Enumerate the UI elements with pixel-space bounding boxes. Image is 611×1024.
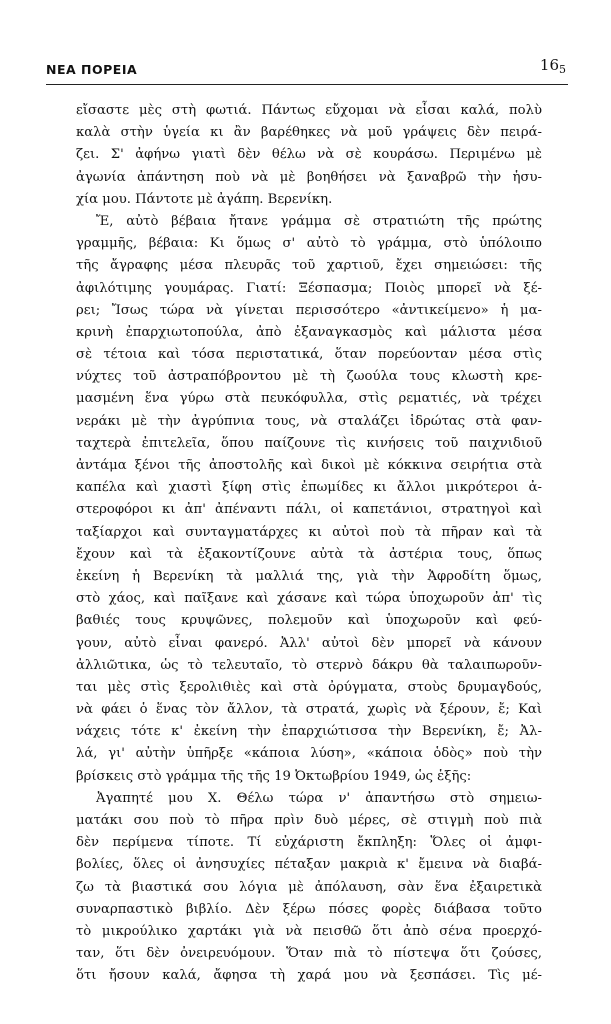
text-line: ζω τὰ βιαστικά σου λόγια μὲ ἀπόλαυση, σὰν ἕνα ἐξαιρετικὰ [76, 879, 542, 895]
text-line: νὰ φάει ὁ ἕνας τὸν ἄλλον, τὰ στρατά, χωρὶς νὰ ξέρουν, ἔ; Καὶ [76, 702, 542, 718]
paragraph [76, 211, 542, 788]
text-line: ταξίαρχοι καὶ συνταγματάρχες κι αὐτοὶ ποὺ τὰ πῆραν καὶ τὰ [76, 524, 542, 540]
text-line: ἔχουν καὶ τὰ ἐξακοντίζουνε αὐτὰ τὰ ἀστέρια τους, ὅπως [76, 546, 542, 562]
text-line: ταν, ὅτι δὲν ὀνειρευόμουν. Ὅταν πιὰ τὸ πίστεψα ὅτι ζούσες, [76, 946, 542, 962]
text-line: καπέλα καὶ χιαστὶ ξίφη στὶς ἐπωμίδες κι ἄλλοι μικρότεροι ἀ- [76, 480, 542, 496]
text-line: συναρπαστικὸ βιβλίο. Δὲν ξέρω πόσες φορὲς διάβασα τοῦτο [76, 901, 542, 917]
text-line: ταχτερὰ ἐπιτελεῖα, ὅπου παίζουνε τὶς κινήσεις τοῦ παιχνιδιοῦ [76, 435, 542, 451]
text-line: ματάκι σου ποὺ τὸ πῆρα πρὶν δυὸ μέρες, σὲ στιγμὴ ποὺ πιὰ [76, 813, 542, 828]
text-line: τὸ μικρούλικο χαρτάκι γιὰ νὰ πεισθῶ ὅτι ἀπὸ σένα προερχό- [76, 923, 542, 939]
page-number-subscript: 5 [559, 63, 566, 76]
text-line: ἐκείνη ἡ Βερενίκη τὰ μαλλιά της, γιὰ τὴν Ἀφροδίτη ὅμως, [76, 568, 542, 584]
text-line: καλὰ στὴν ὑγεία κι ἂν βαρέθηκες νὰ μοῦ γράψεις δὲν πειρά- [76, 125, 542, 141]
text-line: ἀλλιῶτικα, ὡς τὸ τελευταῖο, τὸ στερνὸ δάκρυ θὰ ταλαιπωροῦν- [76, 657, 542, 673]
text-line: ἀντάμα ξένοι τῆς ἀποστολῆς καὶ δικοὶ μὲ κόκκινα σειρήτια στὰ [76, 458, 542, 473]
body-text [76, 100, 542, 988]
text-line: σὲ τέτοια καὶ τόσα περιστατικά, ὅταν πορεύονταν μέσα στὶς [76, 347, 542, 363]
text-line: ρει; Ἴσως τώρα νὰ γίνεται περισσότερο «ἀντικείμενο» ἡ μα- [76, 302, 542, 318]
running-header [46, 56, 566, 84]
text-line: τῆς ἄγραφης μέσα πλευρᾶς τοῦ χαρτιοῦ, ἔχει σημειώσει: τῆς [76, 258, 542, 274]
text-line: βολίες, ὅλες οἱ ἀνησυχίες πέταξαν μακριὰ κ' ἔμεινα νὰ διαβά- [76, 857, 542, 873]
paragraph [76, 788, 542, 988]
text-line: Ἀγαπητέ μου Χ. Θέλω τώρα ν' ἀπαντήσω στὸ σημειω- [96, 790, 542, 806]
text-line: βαθιές τους κρυψῶνες, πολεμοῦν καὶ ὑποχωροῦν καὶ φεύ- [76, 613, 542, 629]
text-line: γουν, αὐτὸ εἶναι φανερό. Ἀλλ' αὐτοὶ δὲν μπορεῖ νὰ κάνουν [76, 635, 542, 651]
text-line: ζει. Σ' ἀφήνω γιατὶ δὲν θέλω νὰ σὲ κουράσω. Περιμένω μὲ [76, 147, 542, 163]
text-line: ται μὲς στὶς ξερολιθιὲς καὶ στὰ ὀρύγματα, στοὺς δρυμαγδούς, [76, 679, 542, 695]
page-number [540, 56, 566, 76]
text-line: μασμένη ἕνα γύρω στὰ πευκόφυλλα, στὶς ρεματιές, νὰ τρέχει [76, 391, 542, 407]
journal-title: ΝΕΑ ΠΟΡΕΙΑ [46, 62, 138, 77]
text-line: λά, γι' αὐτὴν ὑπῆρξε «κάποια λύση», «κάποια ὁδὸς» ποὺ τὴν [76, 746, 542, 762]
text-line: στεροφόροι κι ἀπ' ἀπέναντι πάλι, οἱ καπετάνιοι, στρατηγοὶ καὶ [76, 502, 542, 518]
text-line: δὲν περίμενα τίποτε. Τί εὐχάριστη ἔκπληξη: Ὅλες οἱ ἀμφι- [76, 835, 542, 851]
paragraph [76, 100, 542, 211]
text-line: νάχεις τότε κ' ἐκείνη τὴν ἐπαρχιώτισσα τὴν Βερενίκη, ἔ; Ἀλ- [76, 724, 542, 740]
text-line: ὅτι ἤσουν καλά, ἄφησα τὴ χαρά μου νὰ ξεσπάσει. Τὶς μέ- [76, 968, 542, 984]
text-line: ἀφιλότιμης γουμάρας. Γιατί: Ξέσπασμα; Ποιὸς μπορεῖ νὰ ξέ- [76, 280, 542, 296]
text-line: χία μου. Πάντοτε μὲ ἀγάπη. Βερενίκη. [76, 191, 333, 207]
text-line: νεράκι μὲ τὴν ἀγρύπνια τους, νὰ σταλάζει ἱδρώτας στὰ φαν- [76, 413, 542, 429]
text-line: βρίσκεις στὸ γράμμα τῆς τῆς 19 Ὀκτωβρίου 1949, ὡς ἑξῆς: [76, 768, 472, 784]
text-line: γραμμῆς, βέβαια: Κι ὅμως σ' αὐτὸ τὸ γράμμα, στὸ ὑπόλοιπο [76, 236, 542, 252]
page-number-main: 16 [539, 56, 559, 74]
text-line: ἀγωνία ἀπάντηση ποὺ νὰ μὲ βοηθήσει νὰ ξαναβρῶ τὴν ἡσυ- [76, 169, 542, 185]
text-line: στὸ χάος, καὶ παῖξανε καὶ χάσανε καὶ τώρα ὑποχωροῦν ἀπ' τὶς [76, 591, 542, 607]
header-rule [46, 84, 568, 85]
text-line: εἴσαστε μὲς στὴ φωτιά. Πάντως εὔχομαι νὰ εἶσαι καλά, πολὺ [76, 103, 542, 118]
text-line: κρινὴ ἐπαρχιωτοπούλα, ἀπὸ ἐξαναγκασμὸς καὶ μάλιστα μέσα [76, 324, 542, 340]
text-line: νύχτες τοῦ ἀστραπόβροντου μὲ τὴ ζωούλα τους κλωστὴ κρε- [76, 369, 542, 385]
text-line: Ἔ, αὐτὸ βέβαια ἤτανε γράμμα σὲ στρατιώτη τῆς πρώτης [96, 213, 542, 229]
